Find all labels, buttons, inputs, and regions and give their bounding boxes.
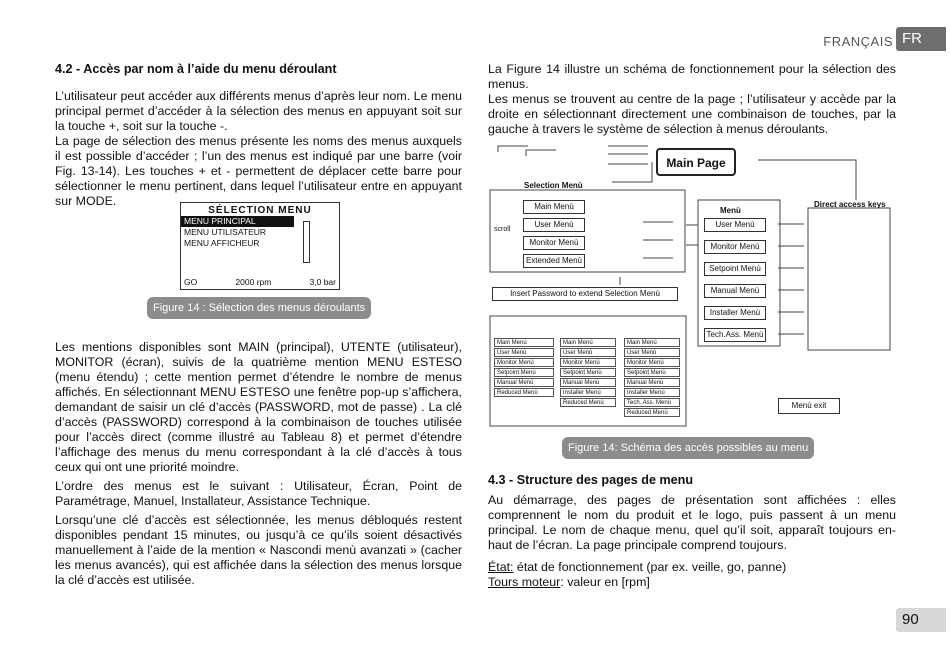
- paragraph: L’ordre des menus est le suivant : Utilisateur, Écran, Point de Paramétrage, Manuel, Installateur, Assistance Technique.: [55, 479, 462, 508]
- paragraph: Au démarrage, des pages de présentation sont affichées : elles comprennent le nom du produit et le logo, puis passent à un menu principal. Le nom de chaque menu, quel qu’il soit, apparaît toujours en-haut de l’écran. La page principale comprend toujours.: [488, 493, 896, 552]
- lcd-selection-menu: [180, 202, 340, 290]
- mini-menu-item: Main Menù: [624, 338, 680, 347]
- menu-list-2: [560, 338, 616, 408]
- menu-item: Setpoint Menù: [704, 262, 766, 276]
- paragraph: La page de sélection des menus présente les noms des menus auxquels il est possible d’accéder ; l’un des menus est indiqué par une barre (voir Fig. 13-14). Les touches + et - permettent de déplacer cette barre pour sélectionner le menu pertinent, dans lequel l’utilisateur entre en appuyant sur MODE.: [55, 134, 462, 208]
- mini-menu-item: Setpoint Menù: [624, 368, 680, 377]
- mini-menu-item: Reduced Menù: [624, 408, 680, 417]
- mini-menu-item: User Menù: [624, 348, 680, 357]
- menu-item: Installer Menù: [704, 306, 766, 320]
- section-heading-4-3: 4.3 - Structure des pages de menu: [488, 473, 694, 487]
- lcd-state: GO: [184, 277, 198, 287]
- rpm-line: [488, 575, 896, 590]
- menu-item: User Menù: [704, 218, 766, 232]
- password-box: Insert Password to extend Selection Menù: [492, 287, 678, 301]
- paragraph: L’utilisateur peut accéder aux différents menus d’après leur nom. Le menu principal permet d’accéder à la sélection des menus en appuyant soit sur la touche +, soit sur la touche -.: [55, 89, 462, 133]
- mini-menu-item: Manual Menù: [560, 378, 616, 387]
- mini-menu-item: Tech. Ass. Menù: [624, 398, 680, 407]
- main-page-box: Main Page: [656, 148, 736, 176]
- language-label: FRANÇAIS: [823, 34, 893, 49]
- selection-item: Monitor Menù: [523, 236, 585, 250]
- lcd-item: MENU PRINCIPAL: [181, 216, 294, 227]
- state-label: État:: [488, 560, 514, 574]
- direct-keys-title: Direct access keys: [814, 200, 886, 209]
- paragraph: Les menus se trouvent au centre de la page ; l’utilisateur y accède par la droite en sélectionnant directement une combinaison de touches, par la gauche à travers le système de sélection à menus déroulants.: [488, 92, 896, 136]
- selection-item: Extended Menù: [523, 254, 585, 268]
- paragraph: Les mentions disponibles sont MAIN (principal), UTENTE (utilisateur), MONITOR (écran), suivis de la quatrième mention MENU ESTESO (menu étendu) ; cette mention permet d’étendre le nombre de menus affichés. En sélectionnant MENU ESTESO une fenêtre pop-up s’affichera, demandant de saisir un clé d’accès (PASSWORD, mot de passe) . La clé d’accès (PASSWORD) correspond à la combinaison de touches utilisée pour l’accès direct (comme illustré au Tableau 8) et permet d’étendre l’affichage des menus du menu correspondant à la clé d’accès à tous ceux qui ont une priorité moindre.: [55, 340, 462, 474]
- mini-menu-item: Monitor Menù: [494, 358, 554, 367]
- left-column-lower: [55, 340, 462, 588]
- page-number: 90: [896, 608, 946, 632]
- mini-menu-item: Reduced Menù: [494, 388, 554, 397]
- rpm-label: Tours moteur: [488, 575, 561, 589]
- rpm-text: : valeur en [rpm]: [560, 575, 650, 589]
- language-tab: FR: [896, 27, 946, 51]
- right-column-lower: [488, 473, 896, 590]
- mini-menu-item: User Menù: [560, 348, 616, 357]
- menu-item: Tech.Ass. Menù: [704, 328, 766, 342]
- lcd-rpm: 2000 rpm: [235, 277, 272, 287]
- mini-menu-item: Main Menù: [494, 338, 554, 347]
- mini-menu-item: Manual Menù: [624, 378, 680, 387]
- figure-caption: Figure 14 : Sélection des menus déroulants: [147, 297, 371, 319]
- mini-menu-item: Installer Menù: [624, 388, 680, 397]
- lcd-item: MENU AFFICHEUR: [184, 238, 260, 248]
- state-line: [488, 560, 896, 575]
- mini-menu-item: Reduced Menù: [560, 398, 616, 407]
- menu-diagram: [488, 140, 896, 430]
- menu-column-title: Menù: [720, 206, 741, 215]
- menu-exit-box: Menù exit: [778, 398, 840, 414]
- lcd-pressure: 3,0 bar: [309, 277, 336, 287]
- lcd-item: MENU UTILISATEUR: [184, 227, 267, 237]
- menu-list-1: [494, 338, 554, 398]
- menu-list-3: [624, 338, 680, 418]
- menu-item: Monitor Menù: [704, 240, 766, 254]
- right-column: [488, 62, 896, 137]
- mini-menu-item: Monitor Menù: [624, 358, 680, 367]
- lcd-title: SÉLECTION MENU: [208, 205, 312, 216]
- state-text: état de fonctionnement (par ex. veille, go, panne): [513, 560, 787, 574]
- selection-item: User Menù: [523, 218, 585, 232]
- figure-caption: Figure 14: Schéma des accès possibles au menu: [562, 437, 814, 459]
- mini-menu-item: Manual Menù: [494, 378, 554, 387]
- section-heading-4-2: 4.2 - Accès par nom à l’aide du menu déroulant: [55, 62, 337, 76]
- mini-menu-item: Installer Menù: [560, 388, 616, 397]
- selection-menu-title: Selection Menù: [524, 181, 583, 190]
- menu-item: Manual Menù: [704, 284, 766, 298]
- left-column: [55, 62, 462, 209]
- mini-menu-item: User Menù: [494, 348, 554, 357]
- mini-menu-item: Setpoint Menù: [560, 368, 616, 377]
- mini-menu-item: Monitor Menù: [560, 358, 616, 367]
- mini-menu-item: Main Menù: [560, 338, 616, 347]
- mini-menu-item: Setpoint Menù: [494, 368, 554, 377]
- paragraph: La Figure 14 illustre un schéma de fonctionnement pour la sélection des menus.: [488, 62, 896, 91]
- paragraph: Lorsqu’une clé d’accès est sélectionnée, les menus débloqués restent disponibles pendant 15 minutes, ou jusqu’à ce qu’ils soient désactivés manuellement à l’aide de la mention « Nascondi menù avanzati » (cacher les menus avancés), qui est affichée dans la sélection des menus lorsque la clé d’accès est utilisée.: [55, 513, 462, 587]
- selection-item: Main Menù: [523, 200, 585, 214]
- scroll-label: scroll: [494, 226, 511, 233]
- lcd-scrollbar: [303, 221, 310, 263]
